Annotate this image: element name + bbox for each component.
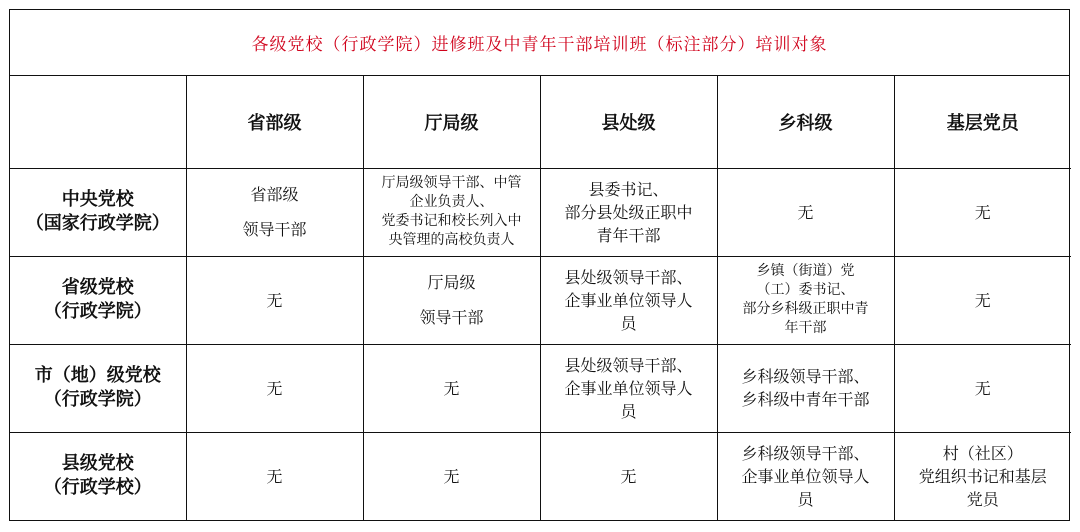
table-cell: 无 [186, 432, 363, 520]
column-header-provincial-ministerial: 省部级 [186, 76, 363, 168]
table-cell: 无 [894, 256, 1071, 344]
column-header-department-bureau: 厅局级 [363, 76, 540, 168]
table-cell: 无 [363, 344, 540, 432]
table-cell: 县委书记、 部分县处级正职中 青年干部 [540, 168, 717, 256]
table-cell: 无 [363, 432, 540, 520]
table-row [10, 432, 1071, 520]
table-row [10, 256, 1071, 344]
table-cell: 乡镇（街道）党 （工）委书记、 部分乡科级正职中青 年干部 [717, 256, 894, 344]
table-cell: 乡科级领导干部、 乡科级中青年干部 [717, 344, 894, 432]
table-cell: 无 [186, 256, 363, 344]
row-header-county-party-school: 县级党校 （行政学校） [10, 432, 186, 520]
training-table [10, 76, 1071, 520]
row-header-provincial-party-school: 省级党校 （行政学院） [10, 256, 186, 344]
table-cell: 无 [540, 432, 717, 520]
row-header-central-party-school: 中央党校 （国家行政学院） [10, 168, 186, 256]
table-row [10, 344, 1071, 432]
column-header-township-section: 乡科级 [717, 76, 894, 168]
table-cell: 乡科级领导干部、 企事业单位领导人 员 [717, 432, 894, 520]
table-cell: 省部级 领导干部 [186, 168, 363, 256]
table-cell: 无 [894, 344, 1071, 432]
column-header-grassroots-members: 基层党员 [894, 76, 1071, 168]
table-row [10, 168, 1071, 256]
table-cell: 村（社区） 党组织书记和基层 党员 [894, 432, 1071, 520]
table-cell: 县处级领导干部、 企事业单位领导人 员 [540, 256, 717, 344]
table-cell: 厅局级领导干部、中管 企业负责人、 党委书记和校长列入中 央管理的高校负责人 [363, 168, 540, 256]
table-cell: 厅局级 领导干部 [363, 256, 540, 344]
table-cell: 无 [186, 344, 363, 432]
column-header-county-division: 县处级 [540, 76, 717, 168]
table-title: 各级党校（行政学院）进修班及中青年干部培训班（标注部分）培训对象 [251, 35, 828, 55]
table-header-row [10, 76, 1071, 168]
table-cell: 无 [894, 168, 1071, 256]
training-table-document [9, 9, 1070, 521]
table-cell: 县处级领导干部、 企事业单位领导人 员 [540, 344, 717, 432]
corner-cell [10, 76, 186, 168]
table-cell: 无 [717, 168, 894, 256]
row-header-municipal-party-school: 市（地）级党校 （行政学院） [10, 344, 186, 432]
title-row [10, 10, 1069, 76]
